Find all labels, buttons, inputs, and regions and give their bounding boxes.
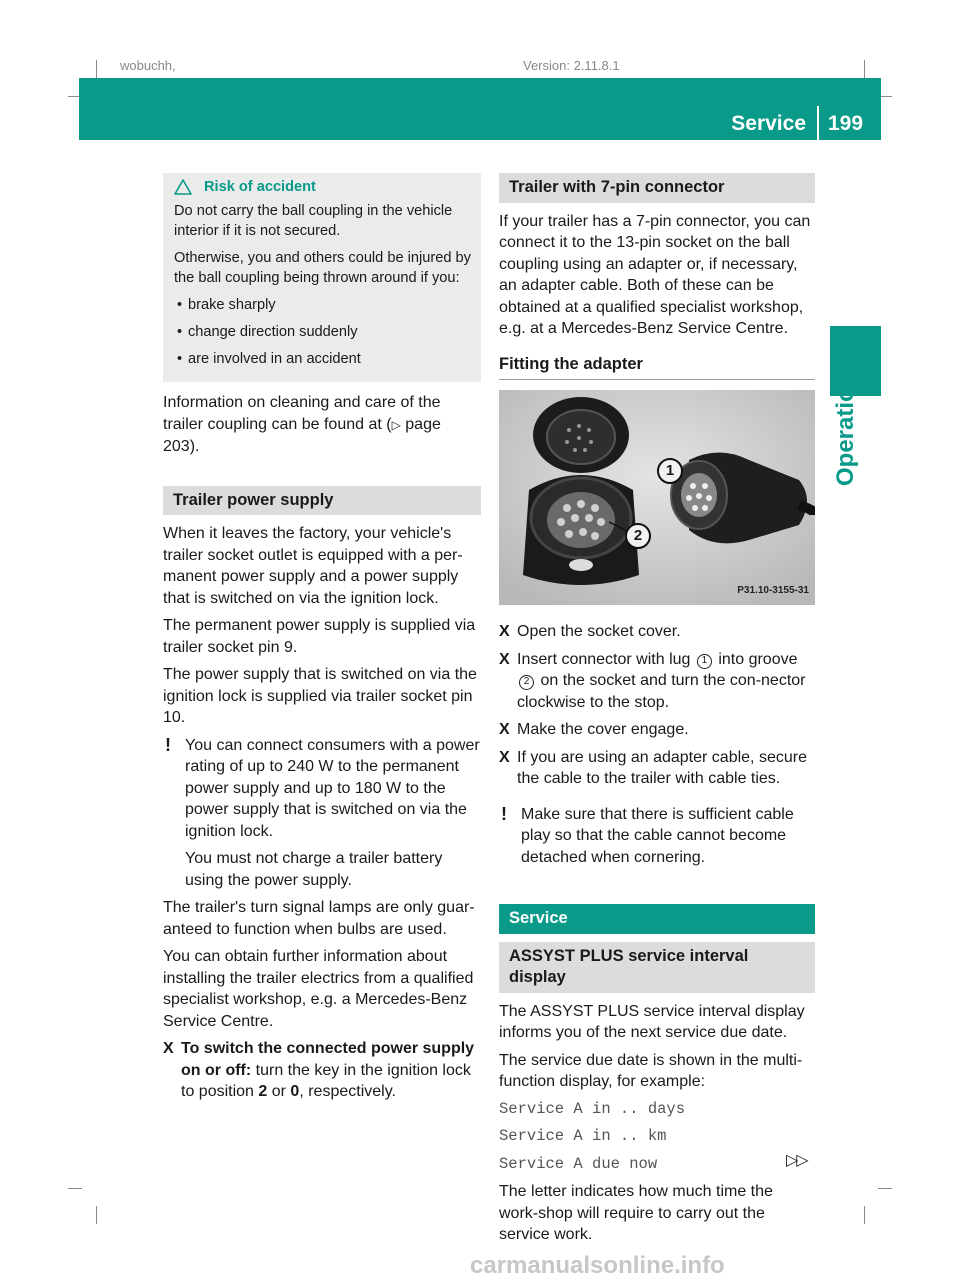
warning-bullet: • change direction suddenly bbox=[174, 322, 472, 342]
step-text: on the socket and turn the con-nector clockwise to the stop. bbox=[517, 672, 806, 711]
body-paragraph: The power supply that is switched on via the ignition lock is supplied via trailer socket pin 10. bbox=[163, 666, 477, 726]
socket-and-adapter-image bbox=[499, 390, 815, 605]
caution-icon: ! bbox=[165, 734, 171, 755]
continue-arrow-icon: ▷▷ bbox=[786, 1152, 807, 1169]
info-text: Information on cleaning and care of the trailer coupling can be found at ( bbox=[163, 394, 441, 433]
callout-ref-1: 1 bbox=[697, 654, 712, 669]
warning-box bbox=[163, 173, 481, 382]
header-separator bbox=[817, 106, 819, 140]
step-text: turn the key in the ignition lock to position bbox=[181, 1061, 471, 1100]
instruction-step bbox=[163, 1038, 481, 1103]
watermark: carmanualsonline.info bbox=[470, 1252, 725, 1279]
body-paragraph: If your trailer has a 7-pin connector, you can connect it to the 13-pin socket on the ball coupling using an adapter or, if necessary, an adapter cable. Both of these can be obtained at a qualified specialist workshop, e.g. at a Mercedes-Benz Service Centre. bbox=[499, 212, 811, 337]
instruction-step bbox=[499, 649, 815, 714]
step-marker-icon: X bbox=[163, 1040, 174, 1057]
warning-text: Do not carry the ball coupling in the vehicle interior if it is not secured. bbox=[174, 203, 453, 239]
body-paragraph: When it leaves the factory, your vehicle's trailer socket outlet is equipped with a per-manent power supply and a power supply that is switched on via the ignition lock. bbox=[163, 525, 463, 607]
caution-note bbox=[163, 735, 481, 892]
page-ref-arrow-icon: ▷ bbox=[391, 417, 401, 432]
step-marker-icon: X bbox=[499, 748, 510, 766]
crop-mark bbox=[864, 1206, 865, 1224]
crop-mark bbox=[96, 60, 97, 78]
instruction-step bbox=[499, 747, 815, 790]
info-paragraph bbox=[163, 392, 481, 458]
caution-note bbox=[499, 804, 815, 869]
callout-ref-2: 2 bbox=[519, 675, 534, 690]
key-position: 2 bbox=[258, 1083, 268, 1100]
caution-icon: ! bbox=[501, 803, 507, 824]
caution-text: You can connect consumers with a power rating of up to 240 W to the permanent power supply and up to 180 W to the power supply that is switched on via the ignition lock. bbox=[185, 736, 480, 840]
step-marker-icon: X bbox=[499, 721, 510, 738]
warning-bullet: • are involved in an accident bbox=[174, 349, 472, 369]
left-column bbox=[163, 173, 481, 1109]
warning-bullet: • brake sharply bbox=[174, 295, 472, 315]
crop-mark bbox=[68, 1188, 82, 1189]
body-paragraph: The letter indicates how much time the work-shop will require to carry out the service work. bbox=[499, 1183, 773, 1243]
step-text: , respectively. bbox=[299, 1083, 396, 1100]
right-column bbox=[499, 173, 815, 1252]
step-text: Make the cover engage. bbox=[517, 721, 689, 738]
instruction-step bbox=[499, 621, 815, 643]
image-reference-code: P31.10-3155-31 bbox=[737, 584, 809, 596]
crop-mark bbox=[96, 1206, 97, 1224]
instruction-step bbox=[499, 719, 815, 741]
warning-text: Otherwise, you and others could be injured by the ball coupling being thrown around if you: bbox=[174, 250, 471, 286]
body-paragraph: The ASSYST PLUS service interval display informs you of the next service due date. bbox=[499, 1002, 805, 1041]
body-paragraph: The service due date is shown in the multi-function display, for example: bbox=[499, 1051, 803, 1090]
adapter-photo bbox=[499, 390, 815, 605]
crop-mark bbox=[878, 1188, 892, 1189]
step-title: To switch the connected power supply on or off: bbox=[181, 1040, 475, 1079]
print-info-version: Version: 2.11.8.1 bbox=[523, 58, 620, 73]
step-text: Insert connector with lug bbox=[517, 650, 695, 668]
caution-text: You must not charge a trailer battery using the power supply. bbox=[185, 850, 443, 889]
side-label-text: Operation bbox=[832, 372, 859, 486]
display-message: Service A due now bbox=[499, 1154, 658, 1173]
step-text: or bbox=[267, 1083, 291, 1100]
step-text: Open the socket cover. bbox=[517, 623, 681, 640]
step-text: If you are using an adapter cable, secure the cable to the trailer with cable ties. bbox=[517, 748, 807, 787]
display-message: Service A in .. km bbox=[499, 1127, 667, 1145]
header-title: Service bbox=[731, 112, 806, 135]
warning-title bbox=[174, 177, 472, 197]
section-heading-service: Service bbox=[499, 904, 815, 934]
subheading-fitting-adapter: Fitting the adapter bbox=[499, 354, 815, 381]
body-paragraph: The permanent power supply is supplied via trailer socket pin 9. bbox=[163, 617, 476, 656]
page-number: 199 bbox=[828, 112, 864, 135]
body-paragraph: The trailer's turn signal lamps are only guar-anteed to function when bulbs are used. bbox=[163, 899, 475, 938]
caution-text: Make sure that there is sufficient cable play so that the cable cannot become detached when cornering. bbox=[521, 805, 794, 866]
key-position: 0 bbox=[290, 1083, 300, 1100]
step-marker-icon: X bbox=[499, 623, 510, 640]
step-marker-icon: X bbox=[499, 650, 510, 668]
warning-title-text: Risk of accident bbox=[204, 179, 316, 195]
callout-1: 1 bbox=[657, 458, 683, 484]
section-heading-assyst: ASSYST PLUS service interval display bbox=[499, 942, 815, 993]
body-paragraph: You can obtain further information about installing the trailer electrics from a qualified specialist workshop, e.g. a Mercedes-Benz Service Centre. bbox=[163, 948, 474, 1030]
callout-2: 2 bbox=[625, 523, 651, 549]
warning-triangle-icon bbox=[174, 179, 192, 195]
section-heading-trailer-power: Trailer power supply bbox=[163, 486, 481, 516]
display-message: Service A in .. days bbox=[499, 1099, 686, 1118]
section-heading-7pin: Trailer with 7-pin connector bbox=[499, 173, 815, 203]
print-info-left: wobuchh, bbox=[120, 58, 176, 73]
page-ref-link[interactable]: page 203). bbox=[163, 415, 441, 455]
crop-mark bbox=[864, 60, 865, 78]
step-text: into groove bbox=[713, 650, 798, 668]
